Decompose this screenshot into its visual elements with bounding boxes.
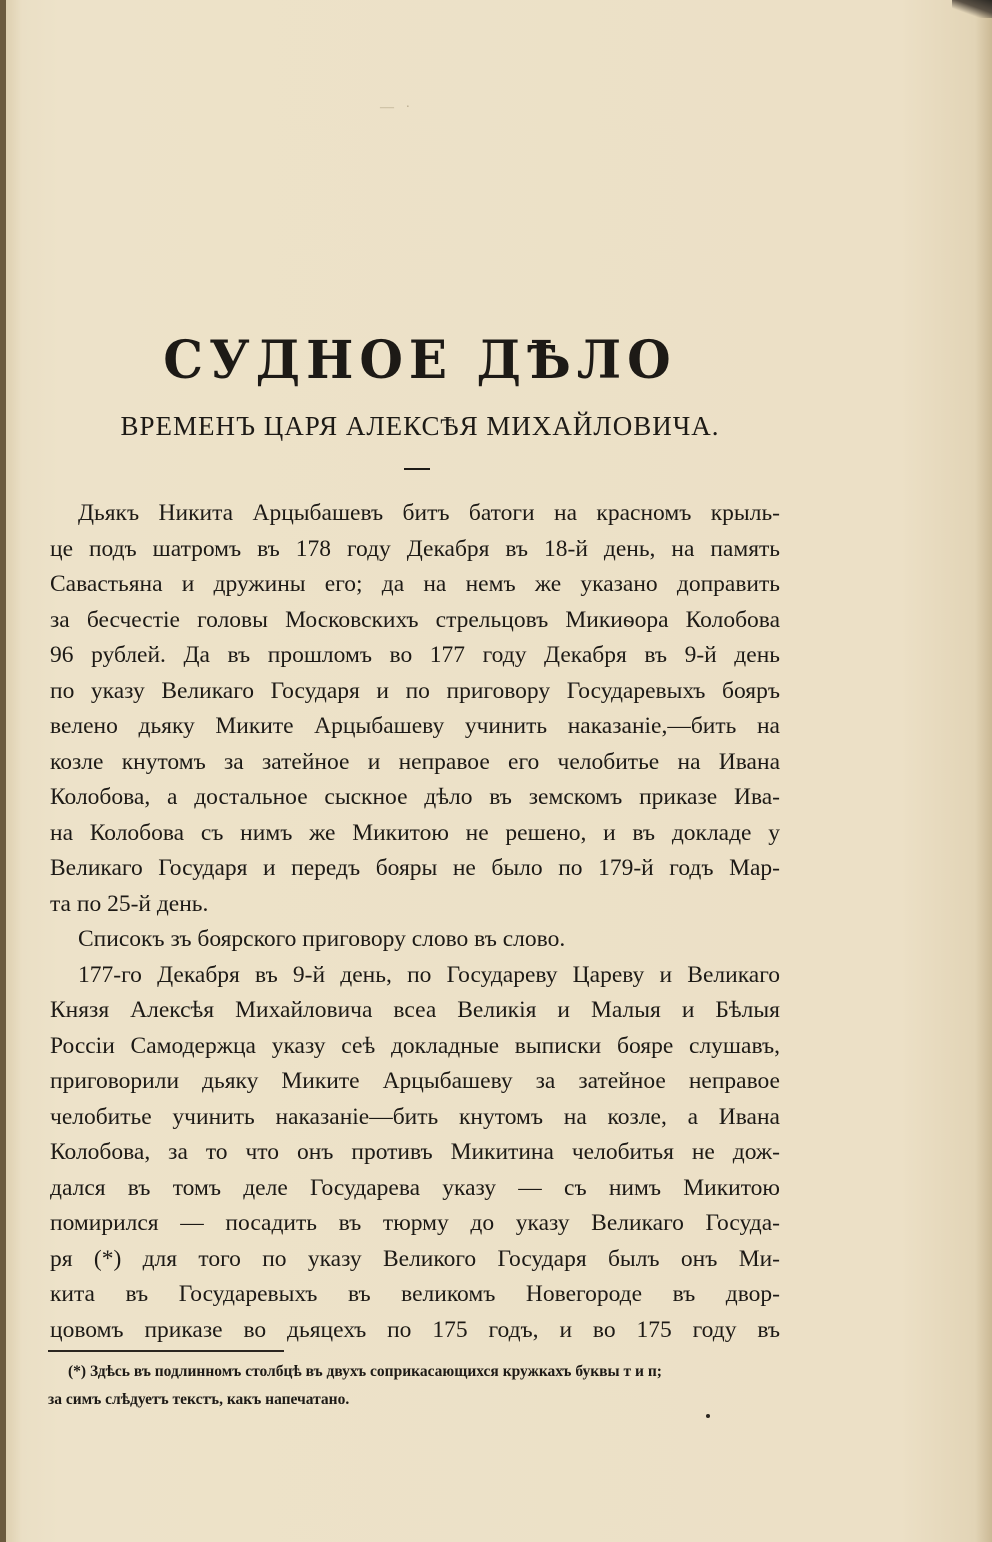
page-corner-shadow xyxy=(952,0,992,18)
page-subtitle: ВРЕМЕНЪ ЦАРЯ АЛЕКСѢЯ МИХАЙЛОВИЧА. xyxy=(120,411,720,441)
text-line: велено дьяку Миките Арцыбашеву учинить наказаніе,—бить на xyxy=(50,713,780,739)
text-line: помирился — посадить въ тюрму до указу Великаго Госуда- xyxy=(50,1210,780,1236)
ink-speck xyxy=(706,1414,710,1418)
paragraph-1 xyxy=(50,496,780,922)
text-line: по указу Великаго Государя и по приговору Государевыхъ бояръ xyxy=(50,677,780,704)
text-line: Савастьяна и дружины его; да на немъ же указано доправить xyxy=(50,571,780,597)
text-line: дался въ томъ деле Государева указу — съ нимъ Микитою xyxy=(50,1174,780,1201)
text-line: козле кнутомъ за затейное и неправое его челобитье на Ивана xyxy=(50,748,780,775)
faint-folio-mark: — · xyxy=(380,100,415,115)
text-line: цовомъ приказе во дьяцехъ по 175 годъ, и во 175 году въ xyxy=(50,1316,780,1343)
text-line: та по 25-й день. xyxy=(50,890,209,917)
page-spine-shadow xyxy=(0,0,6,1542)
text-line: Князя Алексѣя Михайловича всеа Великія и Малыя и Бѣлыя xyxy=(50,997,780,1023)
text-line: це подъ шатромъ въ 178 году Декабря въ 18-й день, на память xyxy=(50,535,780,562)
body-text xyxy=(50,496,780,1348)
paragraph-2 xyxy=(50,922,780,958)
footnote xyxy=(48,1358,778,1414)
page-title: СУДНОЕ ДѢЛО xyxy=(163,328,677,391)
paragraph-3 xyxy=(50,958,780,1349)
text-line: Списокъ зъ боярского приговору слово въ слово. xyxy=(78,926,566,952)
text-line: Колобова, а достальное сыскное дѣло въ земскомъ приказе Ива- xyxy=(50,784,780,810)
text-line: Колобова, за то что онъ противъ Микитина челобитья не дож- xyxy=(50,1139,780,1165)
text-line: 177-го Декабря въ 9-й день, по Государеву Цареву и Великаго xyxy=(78,961,780,988)
text-line: Россіи Самодержца указу сеѣ докладные выписки бояре слушавъ, xyxy=(50,1032,780,1059)
text-line: за бесчестіе головы Московскихъ стрельцовъ Микиѳора Колобова xyxy=(50,606,780,633)
title-rule xyxy=(404,468,430,470)
footnote-rule xyxy=(48,1350,284,1352)
text-line: на Колобова съ нимъ же Микитою не решено, и въ докладе у xyxy=(50,819,780,846)
text-line: Дьякъ Никита Арцыбашевъ битъ батоги на красномъ крыль- xyxy=(78,500,780,526)
text-line: Великаго Государя и передъ бояры не было по 179-й годъ Мар- xyxy=(50,855,780,881)
text-line: 96 рублей. Да въ прошломъ во 177 году Декабря въ 9-й день xyxy=(50,642,780,668)
text-line: кита въ Государевыхъ въ великомъ Новегороде въ двор- xyxy=(50,1281,780,1307)
footnote-line: за симъ слѣдуетъ текстъ, какъ напечатано. xyxy=(48,1391,350,1408)
text-line: ря (*) для того по указу Великого Государя былъ онъ Ми- xyxy=(50,1245,780,1272)
text-line: челобитье учинить наказаніе—бить кнутомъ на козле, а Ивана xyxy=(50,1103,780,1130)
footnote-line: (*) Здѣсь въ подлинномъ столбцѣ въ двухъ соприкасающихся кружкахъ буквы т и п; xyxy=(68,1363,662,1380)
text-line: приговорили дьяку Миките Арцыбашеву за затейное неправое xyxy=(50,1068,780,1094)
